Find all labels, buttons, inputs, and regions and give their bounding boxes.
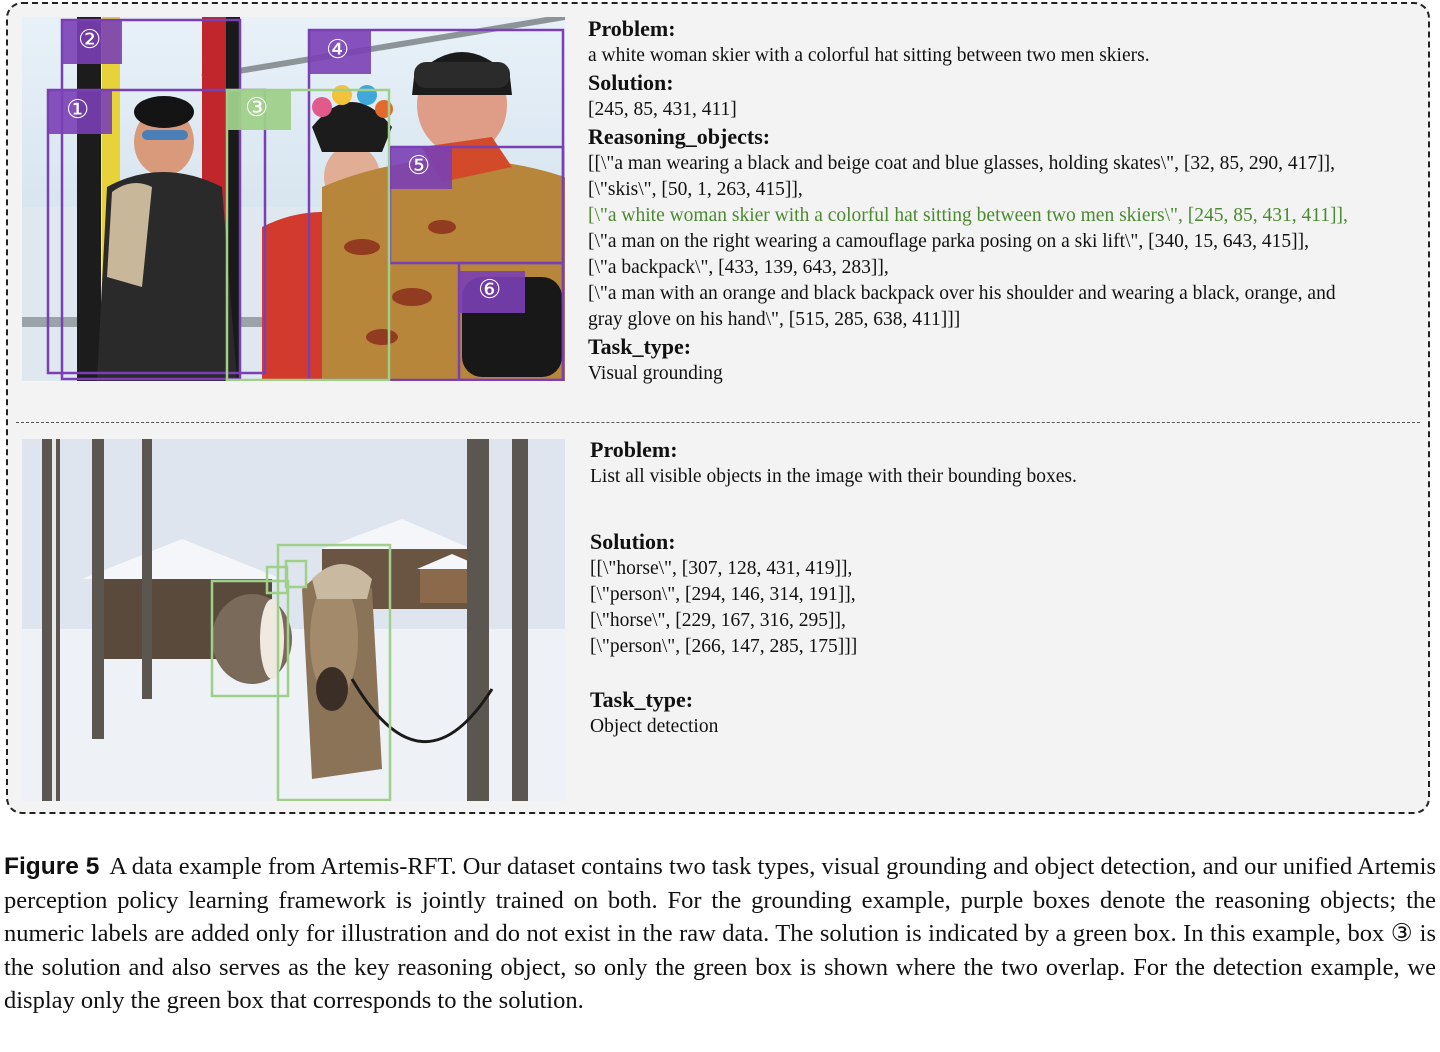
reasoning-line: [\"a man on the right wearing a camouflage parka posing on a ski lift\", [340, 15, 643, 415]], (588, 231, 1309, 252)
box-label-4: ④ (326, 35, 350, 65)
reasoning-line: [[\"a man wearing a black and beige coat and blue glasses, holding skates\", [32, 85, 290, 417]], (588, 153, 1335, 174)
example-divider (16, 422, 1420, 423)
solution-text: [245, 85, 431, 411] (588, 99, 737, 120)
solution-line: [\"person\", [266, 147, 285, 175]]] (590, 636, 858, 657)
solution-heading: Solution: (588, 70, 674, 95)
solution-heading: Solution: (590, 529, 676, 554)
problem-heading: Problem: (588, 16, 676, 41)
detection-photo (22, 439, 565, 801)
problem-heading: Problem: (590, 437, 678, 462)
solution-line: [\"person\", [294, 146, 314, 191]], (590, 584, 856, 605)
problem-text: a white woman skier with a colorful hat sitting between two men skiers. (588, 45, 1150, 66)
box-label-2: ② (78, 25, 102, 55)
figure-caption (4, 850, 1436, 1018)
task-heading: Task_type: (590, 687, 694, 712)
task-text: Object detection (590, 716, 719, 737)
box-label-6: ⑥ (478, 275, 502, 305)
solution-line: [\"horse\", [229, 167, 316, 295]], (590, 610, 846, 631)
box-label-3: ③ (245, 93, 269, 123)
box-label-1: ① (66, 95, 90, 125)
problem-text: List all visible objects in the image with their bounding boxes. (590, 466, 1077, 487)
task-heading: Task_type: (588, 334, 692, 359)
caption-text: A data example from Artemis-RFT. Our dataset contains two task types, visual grounding and object detection, and our unified Artemis perception policy learning framework is jointly trained on both. For the grounding example, purple boxes denote the reasoning objects; the numeric labels are added only for illustration and do not exist in the raw data. The solution is indicated by a green box. In this example, box ③ is the solution and also serves as the key reasoning object, so only the green box is shown where the two overlap. For the detection example, we display only the green box that corresponds to the solution. (4, 853, 1437, 1014)
detection-panel (590, 436, 1420, 740)
solution-line: [[\"horse\", [307, 128, 431, 419]], (590, 558, 853, 579)
box-label-5: ⑤ (407, 151, 431, 181)
reasoning-line: [\"a backpack\", [433, 139, 643, 283]], (588, 257, 889, 278)
reasoning-heading: Reasoning_objects: (588, 124, 771, 149)
reasoning-line: gray glove on his hand\", [515, 285, 638, 411]]] (588, 309, 961, 330)
task-text: Visual grounding (588, 363, 723, 384)
grounding-photo (22, 17, 565, 381)
figure-label: Figure 5 (4, 853, 100, 880)
grounding-panel (588, 15, 1428, 387)
reasoning-line-solution: [\"a white woman skier with a colorful hat sitting between two men skiers\", [245, 85, 431, 411]], (588, 205, 1348, 226)
reasoning-line: [\"a man with an orange and black backpack over his shoulder and wearing a black, orange, and (588, 283, 1336, 304)
reasoning-line: [\"skis\", [50, 1, 263, 415]], (588, 179, 803, 200)
